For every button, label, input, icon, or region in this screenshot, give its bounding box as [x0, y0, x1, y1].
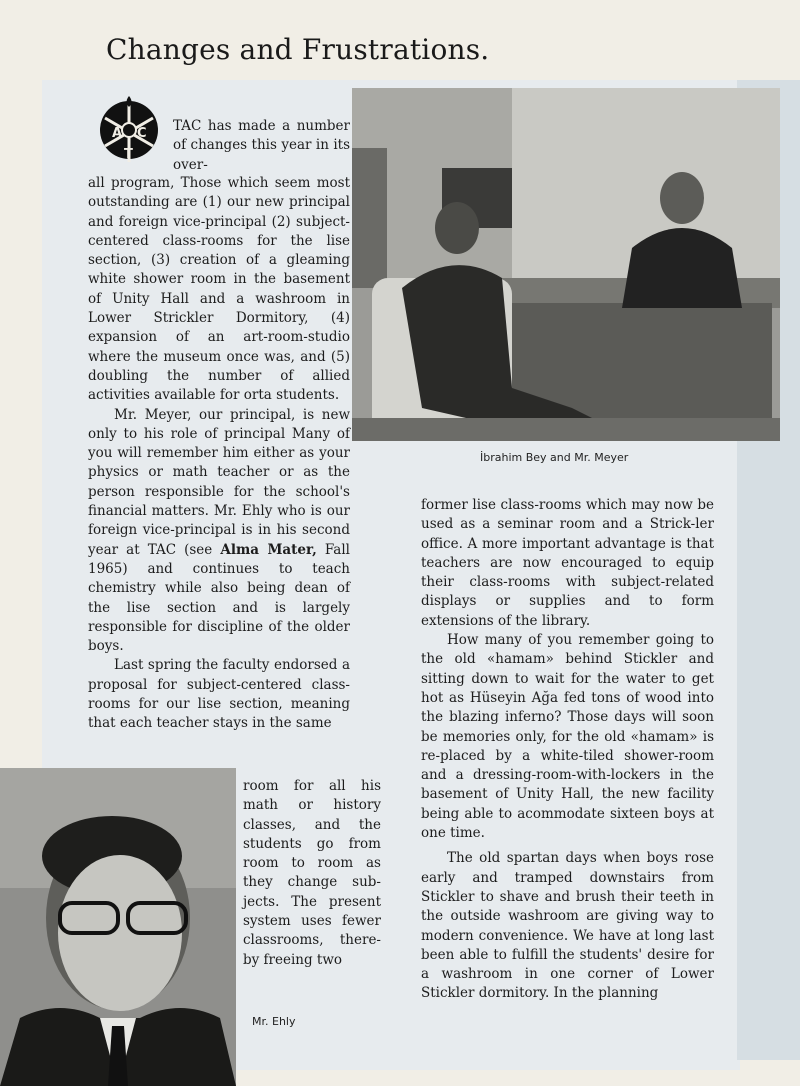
principals-text-b: Fall 1965) and continues to teach chemistry while also being dean of the lise section and is largely responsible for discipline of the older boys. [88, 541, 350, 655]
paragraph-principals [88, 406, 350, 657]
intro-text: TAC has made a number of changes this year in its over- [173, 118, 350, 173]
tac-torch-logo-icon [99, 96, 159, 168]
logo-letter-c: C [137, 126, 147, 141]
article-column-2 [421, 496, 714, 1004]
photo-mr-ehly [0, 768, 236, 1086]
article-column-1 [88, 174, 350, 734]
intro-lines [173, 117, 350, 175]
photo-caption-ehly: Mr. Ehly [252, 1015, 296, 1028]
photo-caption-top: İbrahim Bey and Mr. Meyer [480, 451, 629, 464]
alma-mater-ref: Alma Mater, [220, 541, 317, 558]
page-title: Changes and Frustrations. [106, 33, 490, 66]
paragraph-seminar-room: former lise class-rooms which may now be used as a seminar room and a Strick-ler office. A more important advantage is that teachers are now encouraged to equip their class-rooms with subject-related displays or supplies and to form extensions of the library. [421, 497, 714, 629]
article-column-1-continued [243, 777, 381, 970]
paragraph-hamam: How many of you remember going to the old «hamam» behind Stickler and sitting down to wait for the water to get hot as Hüseyin Ağa fed tons of wood into the blazing inferno? Those days will soon be memories only, for the old «hamam» is re-placed by a white-tiled shower-room and a dressing-room-with-lockers in the basement of Unity Hall, the new facility being able to acommodate sixteen boys at one time. [421, 632, 714, 842]
paragraph-washroom: The old spartan days when boys rose early and tramped downstairs from Stickler to shave and brush their teeth in the outside washroom are giving way to modern convenience. We have at long last been able to fulfill the students' desire for a washroom in one corner of Lower Stickler dormitory. In the planning [421, 850, 714, 1002]
logo-letter-a: A [112, 126, 123, 141]
photo-office-meeting [352, 88, 780, 441]
principals-text-a: Mr. Meyer, our principal, is new only to his role of principal Many of you will remember him either as your physics or math teacher or as the person responsible for the school's financial matters. Mr. Ehly who is our foreign vice-principal is in his second year at TAC (see [88, 406, 350, 558]
paragraph-classrooms: Last spring the faculty endorsed a proposal for subject-centered class-rooms for our lise section, meaning that each teacher stays in the same [88, 657, 350, 732]
logo-letter-t: T [124, 147, 133, 162]
paragraph-classrooms-cont: room for all his math or history classes, and the students go from room to room as they change sub-jects. The present system uses fewer classrooms, there-by freeing two [243, 778, 381, 968]
paragraph-changes-list: all program, Those which seem most outstanding are (1) our new principal and foreign vice-principal (2) subject-centered class-rooms for the lise section, (3) creation of a gleaming white shower room in the basement of Unity Hall and a washroom in Lower Strickler Dormitory, (4) expansion of an art-room-studio where the museum once was, and (5) doubling the number of allied activities available for orta students. [88, 175, 350, 404]
